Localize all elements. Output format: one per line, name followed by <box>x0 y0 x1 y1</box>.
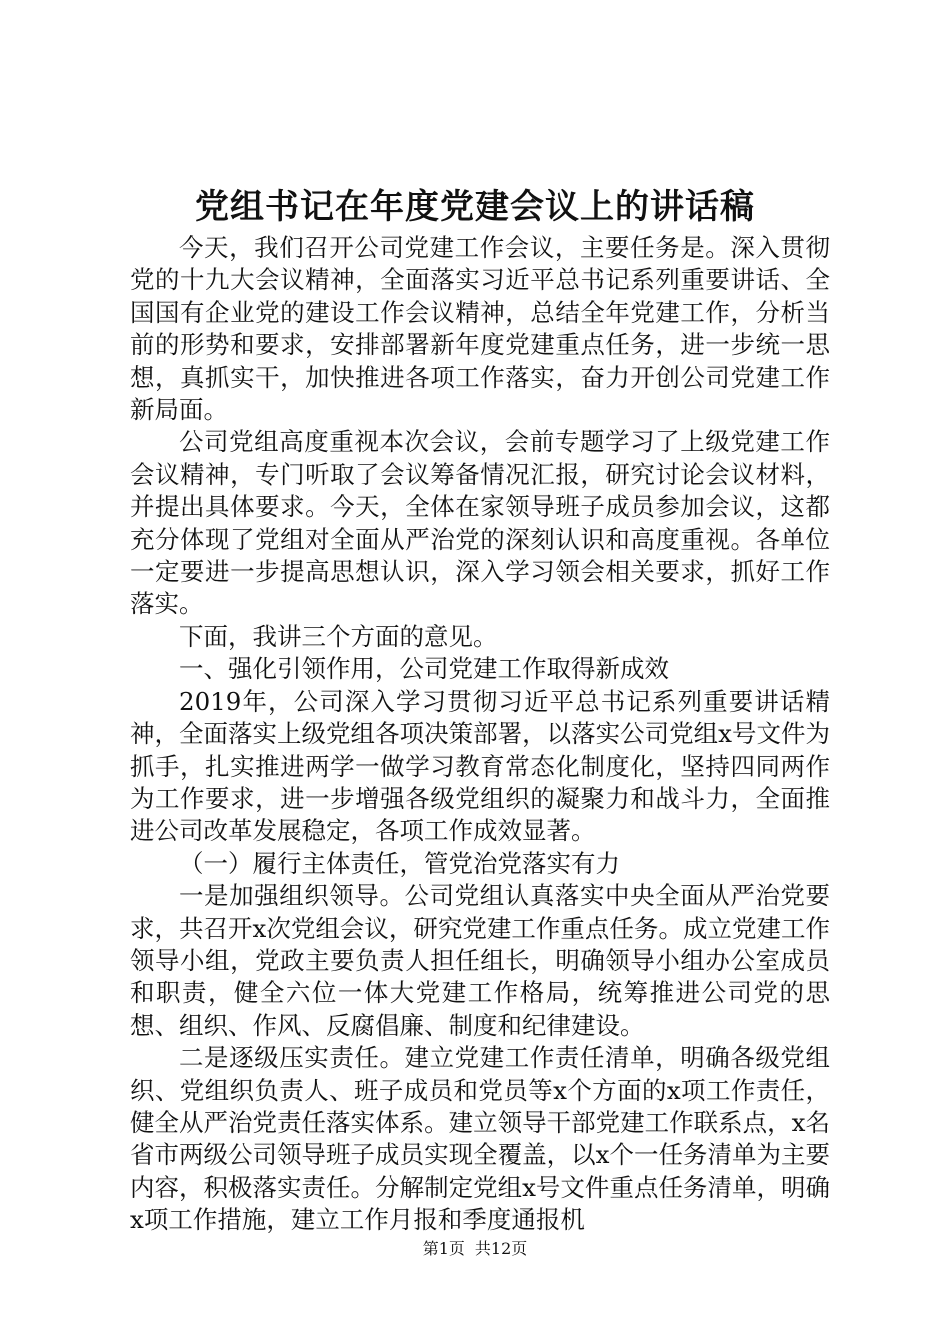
document-body <box>130 232 830 1237</box>
page-total: 共12页 <box>474 1239 528 1258</box>
page-footer <box>0 1237 950 1261</box>
section-heading-1: 一、强化引领作用，公司党建工作取得新成效 <box>179 654 669 684</box>
document-title: 党组书记在年度党建会议上的讲话稿 <box>195 187 755 227</box>
paragraph-organization-leadership: 一是加强组织领导。公司党组认真落实中央全面从严治党要求，共召开x次党组会议，研究党建工作重点任务。成立党建工作领导小组，党政主要负责人担任组长，明确领导小组办公室成员和职责，健全六位一体大党建工作格局，统筹推进公司党的思想、组织、作风、反腐倡廉、制度和纪律建设。 <box>130 881 830 1040</box>
paragraph-2019-summary: 2019年，公司深入学习贯彻习近平总书记系列重要讲话精神，全面落实上级党组各项决策部署，以落实公司党组x号文件为抓手，扎实推进两学一做学习教育常态化制度化，坚持四同两作为工作要求，进一步增强各级党组织的凝聚力和战斗力，全面推进公司改革发展稳定，各项工作成效显著。 <box>130 686 830 846</box>
paragraph-responsibility: 二是逐级压实责任。建立党建工作责任清单，明确各级党组织、党组织负责人、班子成员和党员等x个方面的x项工作责任，健全从严治党责任落实体系。建立领导干部党建工作联系点，x名省市两级公司领导班子成员实现全覆盖，以x个一任务清单为主要内容，积极落实责任。分解制定党组x号文件重点任务清单，明确x项工作措施，建立工作月报和季度通报机 <box>130 1043 830 1235</box>
subsection-heading-1: （一）履行主体责任，管党治党落实有力 <box>179 848 620 878</box>
paragraph-meeting-importance: 公司党组高度重视本次会议，会前专题学习了上级党建工作会议精神，专门听取了会议筹备情况汇报，研究讨论会议材料，并提出具体要求。今天，全体在家领导班子成员参加会议，这都充分体现了党组对全面从严治党的深刻认识和高度重视。各单位一定要进一步提高思想认识，深入学习领会相关要求，抓好工作落实。 <box>130 427 830 619</box>
paragraph-outline: 下面，我讲三个方面的意见。 <box>179 621 498 651</box>
paragraph-intro: 今天，我们召开公司党建工作会议，主要任务是。深入贯彻党的十九大会议精神，全面落实习近平总书记系列重要讲话、全国国有企业党的建设工作会议精神，总结全年党建工作，分析当前的形势和要求，安排部署新年度党建重点任务，进一步统一思想，真抓实干，加快推进各项工作落实，奋力开创公司党建工作新局面。 <box>130 233 830 425</box>
page-number: 第1页 <box>422 1239 465 1258</box>
